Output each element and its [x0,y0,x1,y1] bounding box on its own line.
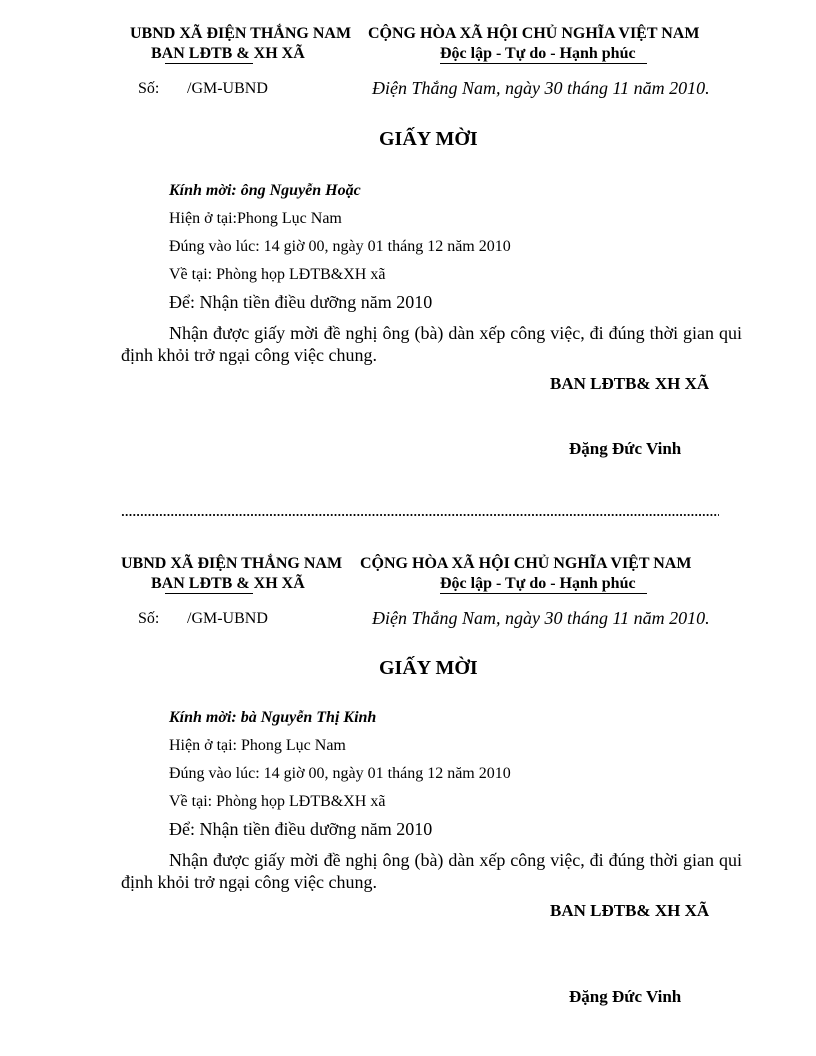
header-nation-title: CỘNG HÒA XÃ HỘI CHỦ NGHĨA VIỆT NAM [368,25,700,42]
header-motto-underline [440,63,647,64]
place-date: Điện Thắng Nam, ngày 30 tháng 11 năm 2010. [372,78,710,98]
invitee: Kính mời: bà Nguyễn Thị Kinh [169,709,377,726]
body-paragraph [121,322,742,366]
meeting-location: Về tại: Phòng họp LĐTB&XH xã [169,793,386,810]
signer-name: Đặng Đức Vinh [569,987,682,1006]
body-text: Nhận được giấy mời đề nghị ông (bà) dàn xếp công việc, đi đúng thời gian qui định khỏi trở ngại công việc chung. [121,323,742,365]
body-text: Nhận được giấy mời đề nghị ông (bà) dàn xếp công việc, đi đúng thời gian qui định khỏi trở ngại công việc chung. [121,850,742,892]
residence: Hiện ở tại: Phong Lục Nam [169,737,346,754]
signature-title: BAN LĐTB& XH XÃ [550,374,710,393]
body-paragraph [121,849,742,893]
dotted-separator [121,512,719,518]
header-motto: Độc lập - Tự do - Hạnh phúc [440,575,636,592]
meeting-location: Về tại: Phòng họp LĐTB&XH xã [169,266,386,283]
header-motto: Độc lập - Tự do - Hạnh phúc [440,45,636,62]
residence: Hiện ở tại:Phong Lục Nam [169,210,342,227]
document-number-label: Số: [138,80,160,97]
document-number-label: Số: [138,610,160,627]
header-department: BAN LĐTB & XH XÃ [151,45,305,62]
header-commune-name: UBND XÃ ĐIỆN THẮNG NAM [130,25,352,42]
document-number-value: /GM-UBND [187,610,268,627]
meeting-purpose: Để: Nhận tiền điều dưỡng năm 2010 [169,292,433,312]
meeting-time: Đúng vào lúc: 14 giờ 00, ngày 01 tháng 12 năm 2010 [169,238,511,255]
header-commune-name: UBND XÃ ĐIỆN THẮNG NAM [121,555,343,572]
header-nation-title: CỘNG HÒA XÃ HỘI CHỦ NGHĨA VIỆT NAM [360,555,692,572]
invitee: Kính mời: ông Nguyễn Hoặc [169,182,361,199]
meeting-time: Đúng vào lúc: 14 giờ 00, ngày 01 tháng 12 năm 2010 [169,765,511,782]
header-left-underline [165,593,253,594]
document-number-value: /GM-UBND [187,80,268,97]
document-title: GIẤY MỜI [379,128,478,150]
signer-name: Đặng Đức Vinh [569,439,682,458]
signature-title: BAN LĐTB& XH XÃ [550,901,710,920]
header-left-underline [165,63,253,64]
place-date: Điện Thắng Nam, ngày 30 tháng 11 năm 2010. [372,608,710,628]
meeting-purpose: Để: Nhận tiền điều dưỡng năm 2010 [169,819,433,839]
document-title: GIẤY MỜI [379,657,478,679]
header-department: BAN LĐTB & XH XÃ [151,575,305,592]
header-motto-underline [440,593,647,594]
